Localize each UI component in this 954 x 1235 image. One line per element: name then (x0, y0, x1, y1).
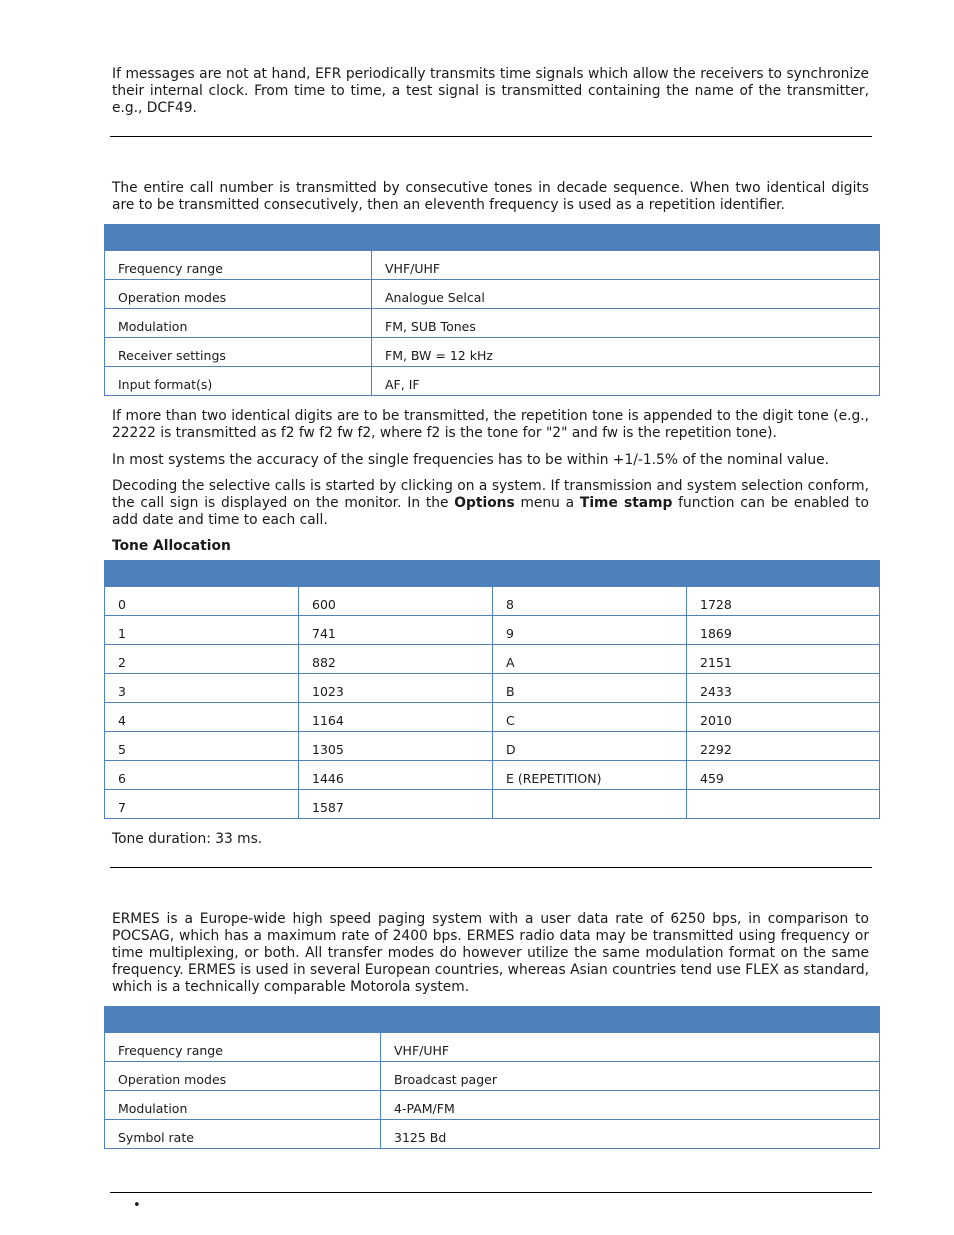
value-cell: Broadcast pager (381, 1062, 880, 1091)
param-cell: Modulation (105, 309, 372, 338)
selcal-intro: The entire call number is transmitted by consecutive tones in decade sequence. When two identical digits are to be transmitted consecutively, then an eleventh frequency is used as a repetition identifier. (112, 180, 869, 213)
frequency-cell: 2151 (687, 645, 880, 674)
frequency-cell (687, 790, 880, 819)
frequency-cell: 1446 (299, 761, 493, 790)
frequency-cell: 1164 (299, 703, 493, 732)
section-divider (110, 136, 872, 137)
param-cell: Input format(s) (105, 367, 372, 396)
table-row (105, 674, 880, 703)
param-cell: Frequency range (105, 251, 372, 280)
table-row (105, 338, 880, 367)
frequency-cell: 1023 (299, 674, 493, 703)
table-row (105, 587, 880, 616)
table-row (105, 1033, 880, 1062)
options-menu-ref: Options (454, 495, 515, 511)
param-cell: Modulation (105, 1091, 381, 1120)
digit-cell: C (493, 703, 687, 732)
table-row (105, 1062, 880, 1091)
table-row (105, 251, 880, 280)
digit-cell: 3 (105, 674, 299, 703)
table-row (105, 761, 880, 790)
ermes-intro: ERMES is a Europe-wide high speed paging system with a user data rate of 6250 bps, in comparison to POCSAG, which has a maximum rate of 2400 bps. ERMES radio data may be transmitted using frequency or time multiplexing, or both. All transfer modes do however utilize the same modulation format on the same frequency. ERMES is used in several European countries, whereas Asian countries tend use FLEX as standard, which is a technically comparable Motorola system. (112, 911, 869, 995)
value-cell: Analogue Selcal (372, 280, 880, 309)
table-header-row (105, 1007, 880, 1033)
frequency-cell: 1869 (687, 616, 880, 645)
repetition-paragraph: If more than two identical digits are to be transmitted, the repetition tone is appended to the digit tone (e.g., 22222 is transmitted as f2 fw f2 fw f2, where f2 is the tone for "2" and fw is the repetition tone). (112, 408, 869, 441)
digit-cell: E (REPETITION) (493, 761, 687, 790)
tone-allocation-heading: Tone Allocation (112, 538, 231, 554)
value-cell: FM, SUB Tones (372, 309, 880, 338)
frequency-cell: 1305 (299, 732, 493, 761)
digit-cell: 5 (105, 732, 299, 761)
table-row (105, 1091, 880, 1120)
table-header-row (105, 561, 880, 587)
digit-cell (493, 790, 687, 819)
value-cell: AF, IF (372, 367, 880, 396)
table-row (105, 367, 880, 396)
digit-cell: 4 (105, 703, 299, 732)
value-cell: VHF/UHF (381, 1033, 880, 1062)
efr-paragraph: If messages are not at hand, EFR periodically transmits time signals which allow the receivers to synchronize their internal clock. From time to time, a test signal is transmitted containing the name of the transmitter, e.g., DCF49. (112, 66, 869, 116)
param-cell: Receiver settings (105, 338, 372, 367)
ermes-spec-table (104, 1006, 880, 1149)
table-row (105, 280, 880, 309)
digit-cell: 8 (493, 587, 687, 616)
table-row (105, 1120, 880, 1149)
frequency-cell: 1728 (687, 587, 880, 616)
table-row (105, 616, 880, 645)
digit-cell: 6 (105, 761, 299, 790)
footer-divider (110, 1192, 872, 1193)
param-cell: Frequency range (105, 1033, 381, 1062)
digit-cell: D (493, 732, 687, 761)
table-row (105, 645, 880, 674)
value-cell: FM, BW = 12 kHz (372, 338, 880, 367)
param-cell: Operation modes (105, 280, 372, 309)
frequency-cell: 741 (299, 616, 493, 645)
frequency-cell: 882 (299, 645, 493, 674)
selcal-spec-table (104, 224, 880, 396)
decoding-paragraph: Decoding the selective calls is started by clicking on a system. If transmission and system selection conform, the call sign is displayed on the monitor. In the Options menu a Time stamp function can be enabled to add date and time to each call. (112, 478, 869, 528)
digit-cell: 1 (105, 616, 299, 645)
frequency-cell: 1587 (299, 790, 493, 819)
digit-cell: 9 (493, 616, 687, 645)
section-divider (110, 867, 872, 868)
digit-cell: A (493, 645, 687, 674)
time-stamp-ref: Time stamp (579, 495, 673, 511)
frequency-cell: 600 (299, 587, 493, 616)
tone-duration-text: Tone duration: 33 ms. (112, 831, 263, 847)
frequency-cell: 2010 (687, 703, 880, 732)
digit-cell: 0 (105, 587, 299, 616)
param-cell: Operation modes (105, 1062, 381, 1091)
footer-bullet: • (133, 1198, 141, 1213)
table-row (105, 732, 880, 761)
value-cell: 3125 Bd (381, 1120, 880, 1149)
digit-cell: B (493, 674, 687, 703)
frequency-cell: 459 (687, 761, 880, 790)
tone-allocation-table (104, 560, 880, 819)
frequency-cell: 2433 (687, 674, 880, 703)
accuracy-paragraph: In most systems the accuracy of the single frequencies has to be within +1/-1.5% of the nominal value. (112, 452, 829, 468)
value-cell: 4-PAM/FM (381, 1091, 880, 1120)
digit-cell: 7 (105, 790, 299, 819)
table-row (105, 309, 880, 338)
table-row (105, 703, 880, 732)
table-header-row (105, 225, 880, 251)
frequency-cell: 2292 (687, 732, 880, 761)
value-cell: VHF/UHF (372, 251, 880, 280)
digit-cell: 2 (105, 645, 299, 674)
param-cell: Symbol rate (105, 1120, 381, 1149)
table-row (105, 790, 880, 819)
